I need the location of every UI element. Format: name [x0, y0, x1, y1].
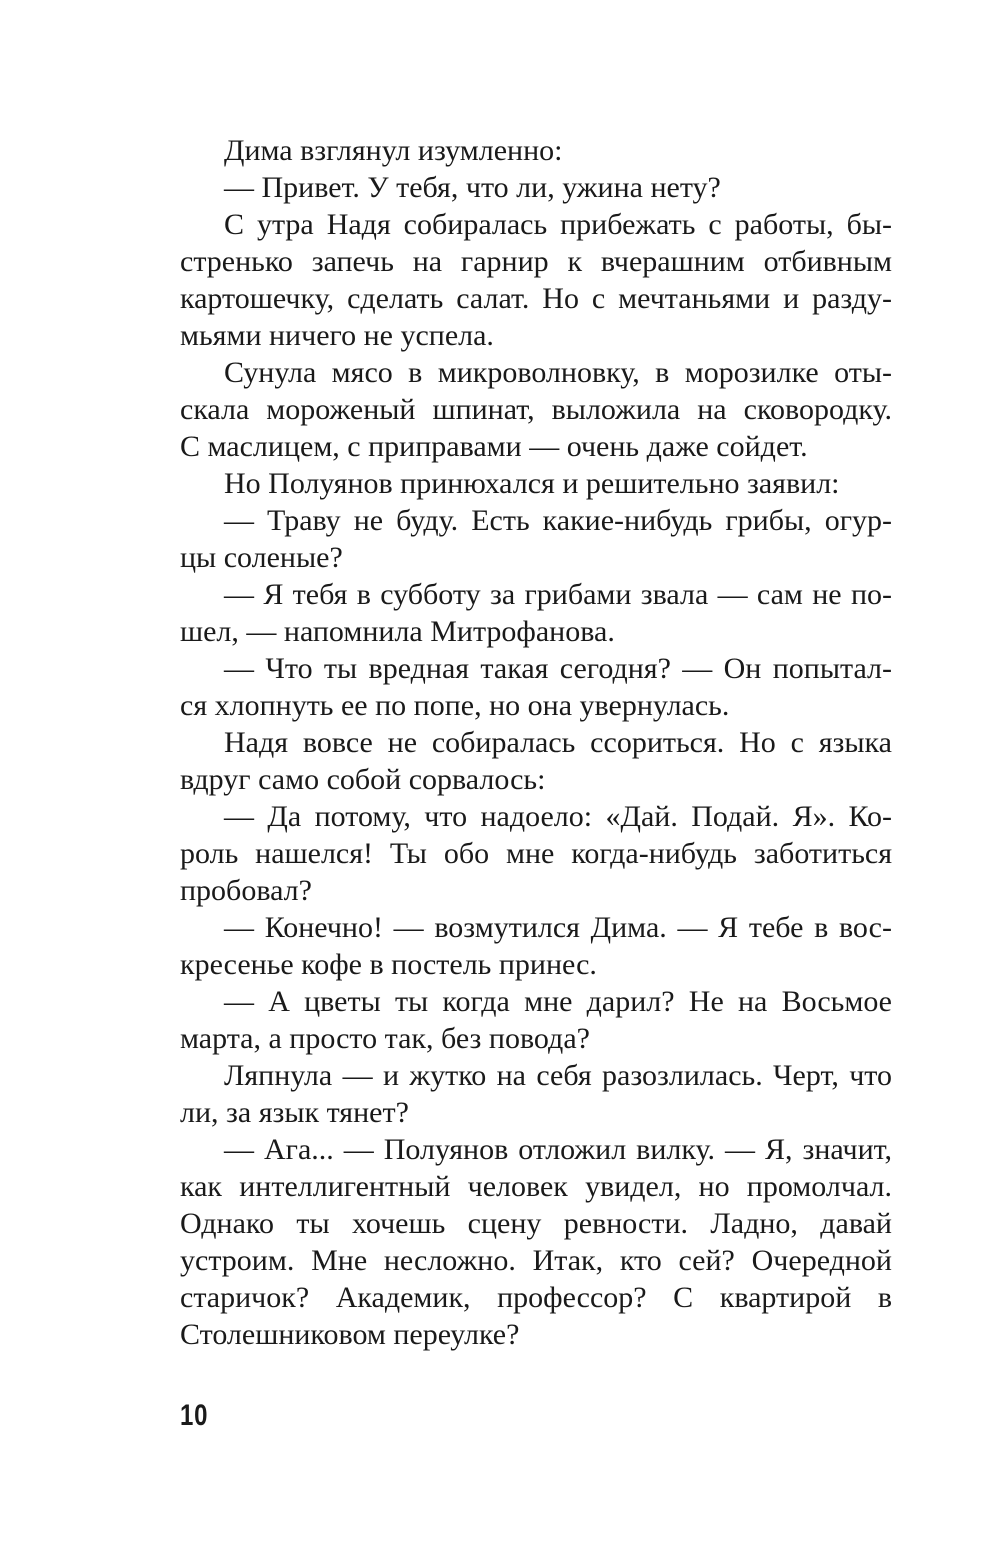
text-line: Но Полуянов принюхался и решительно заявил:	[224, 467, 840, 500]
text-line: стренько запечь на гарнир к вчерашним отбивным	[180, 245, 892, 278]
text-line: скала мороженый шпинат, выложила на сковородку.	[180, 393, 892, 426]
text-line: Дима взглянул изумленно:	[224, 134, 563, 167]
text-line: ли, за язык тянет?	[180, 1096, 409, 1129]
text-line: шел, — напомнила Митрофанова.	[180, 615, 615, 648]
text-line: — А цветы ты когда мне дарил? Не на Восьмое	[224, 985, 892, 1018]
text-line: Однако ты хочешь сцену ревности. Ладно, давай	[180, 1207, 892, 1240]
text-line: пробовал?	[180, 874, 312, 907]
page-number: 10	[180, 1399, 209, 1432]
text-line: как интеллигентный человек увидел, но промолчал.	[180, 1170, 892, 1203]
text-line: — Да потому, что надоело: «Дай. Подай. Я». Ко-	[224, 800, 892, 833]
text-line: Ляпнула — и жутко на себя разозлилась. Черт, что	[224, 1059, 892, 1092]
text-line: Сунула мясо в микроволновку, в морозилке оты-	[224, 356, 892, 389]
text-line: картошечку, сделать салат. Но с мечтаньями и разду-	[180, 282, 892, 315]
text-line: — Я тебя в субботу за грибами звала — сам не по-	[224, 578, 892, 611]
text-line: — Привет. У тебя, что ли, ужина нету?	[224, 171, 721, 204]
text-line: роль нашелся! Ты обо мне когда-нибудь заботиться	[180, 837, 892, 870]
text-line: — Что ты вредная такая сегодня? — Он попытал-	[224, 652, 892, 685]
text-line: Надя вовсе не собиралась ссориться. Но с языка	[224, 726, 892, 759]
text-line: — Конечно! — возмутился Дима. — Я тебе в вос-	[224, 911, 892, 944]
text-line: цы соленые?	[180, 541, 343, 574]
text-line: Столешниковом переулке?	[180, 1318, 520, 1351]
text-line: ся хлопнуть ее по попе, но она увернулась.	[180, 689, 730, 722]
text-line: устроим. Мне несложно. Итак, кто сей? Очередной	[180, 1244, 892, 1277]
text-line: марта, а просто так, без повода?	[180, 1022, 590, 1055]
text-line: — Траву не буду. Есть какие-нибудь грибы, огур-	[224, 504, 892, 537]
text-line: вдруг само собой сорвалось:	[180, 763, 546, 796]
text-line: мьями ничего не успела.	[180, 319, 494, 352]
text-line: — Ага... — Полуянов отложил вилку. — Я, значит,	[224, 1133, 892, 1166]
text-line: старичок? Академик, профессор? С квартирой в	[180, 1281, 892, 1314]
text-line: кресенье кофе в постель принес.	[180, 948, 597, 981]
text-line: С утра Надя собиралась прибежать с работы, бы-	[224, 208, 892, 241]
body-text	[180, 132, 892, 1353]
text-line: С маслицем, с приправами — очень даже сойдет.	[180, 430, 808, 463]
